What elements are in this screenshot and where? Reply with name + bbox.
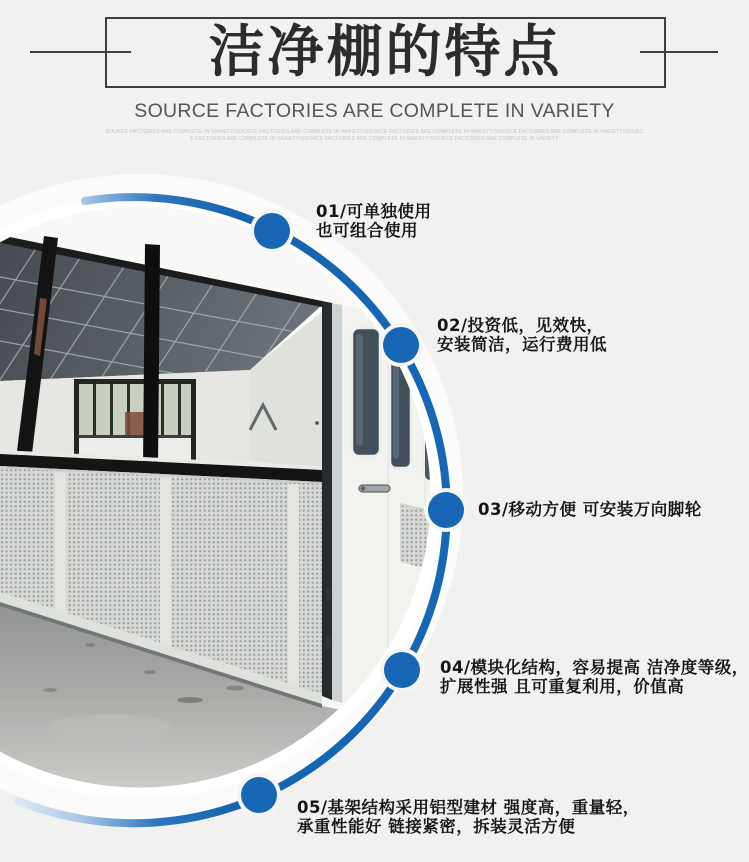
feature-01-text (316, 202, 432, 240)
feature-05-line-2: 承重性能好 链接紧密，拆装灵活方便 (297, 817, 576, 836)
feature-03-line-1: 03/移动方便 可安装万向脚轮 (478, 500, 702, 519)
feature-02-text (437, 316, 607, 354)
feature-03-text (478, 500, 702, 519)
feature-05-line-1: 05/基架结构采用铝型建材 强度高，重量轻， (297, 798, 640, 817)
feature-03-dot (424, 488, 468, 532)
clean-booth-photo (0, 195, 470, 825)
feature-05-text (297, 798, 640, 836)
feature-02-line-1: 02/投资低，见效快， (437, 316, 604, 335)
feature-04-dot (380, 648, 424, 692)
feature-01-line-1: 01/可单独使用 (316, 202, 432, 221)
feature-01-line-2: 也可组合使用 (316, 221, 418, 240)
fineprint-line-2: E FACTORIES ARE COMPLETE IN VARIETY/SOURCE FACTORIES ARE COMPLETE IN VARIETY/SOURCE FACTORIES ARE COMPLETE IN VARIETY (190, 136, 559, 142)
feature-05-dot (237, 773, 281, 817)
feature-04-text (440, 658, 749, 696)
page-title: 洁净棚的特点 (208, 19, 563, 85)
feature-02-line-2: 安装简洁，运行费用低 (437, 335, 607, 354)
fineprint-line-1: SOURCE FACTORIES ARE COMPLETE IN VARIETY/SOURCE FACTORIES ARE COMPLETE IN VARIETY/SOURCE FACTORIES ARE COMPLETE IN VARIETY/SOURCE FACTORIES ARE COMPLETE IN VARIETY/SOURC (105, 129, 644, 135)
subtitle: SOURCE FACTORIES ARE COMPLETE IN VARIETY (134, 100, 615, 122)
feature-01-dot (250, 209, 294, 253)
feature-04-line-2: 扩展性强 且可重复利用，价值高 (440, 677, 685, 696)
feature-02-dot (379, 323, 423, 367)
feature-04-line-1: 04/模块化结构，容易提高 洁净度等级， (440, 658, 749, 677)
